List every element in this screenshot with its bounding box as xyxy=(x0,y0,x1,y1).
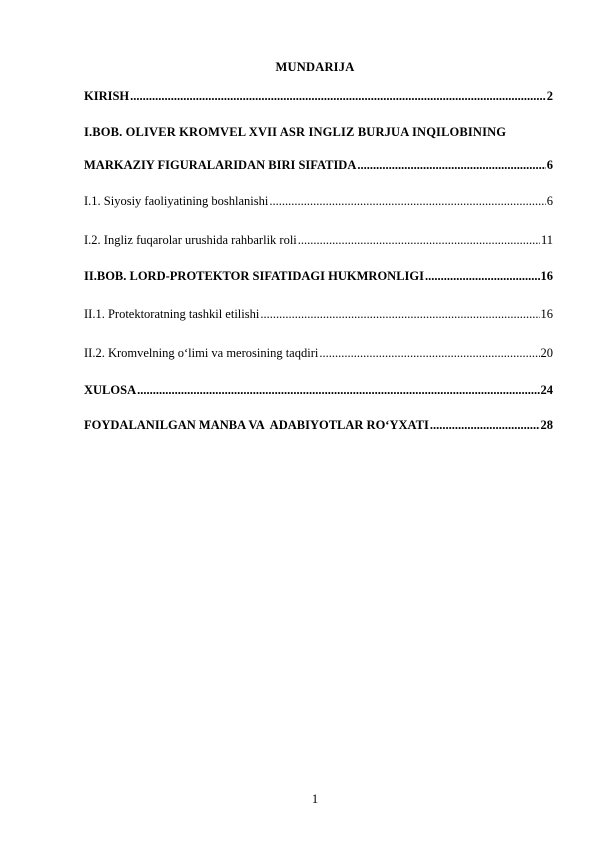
toc-dot-leader xyxy=(137,382,539,398)
toc-entry-label: KIRISH xyxy=(84,89,130,103)
toc-entry-section-1-2[interactable] xyxy=(84,232,553,248)
toc-entry-label: II.1. Protektoratning tashkil etilishi xyxy=(84,307,260,321)
toc-entry-page: 2 xyxy=(546,89,553,103)
toc-entry-section-2-1[interactable] xyxy=(84,306,553,322)
toc-entry-page: 6 xyxy=(546,158,553,172)
toc-dot-leader xyxy=(430,417,540,433)
document-title: MUNDARIJA xyxy=(275,60,355,74)
toc-entry-page: 16 xyxy=(540,307,553,321)
toc-entry-page: 24 xyxy=(540,383,553,397)
toc-dot-leader xyxy=(298,232,540,248)
toc-dot-leader xyxy=(260,306,539,322)
toc-entry-label: FOYDALANILGAN MANBA VA ADABIYOTLAR RO‘YXATI xyxy=(84,418,429,432)
toc-entry-chapter-1-line-1[interactable] xyxy=(84,124,553,140)
toc-entry-label: I.2. Ingliz fuqarolar urushida rahbarlik roli xyxy=(84,233,297,247)
toc-entry-label: MARKAZIY FIGURALARIDAN BIRI SIFATIDA xyxy=(84,158,357,172)
toc-entry-page: 6 xyxy=(546,194,553,208)
toc-entry-label: II.2. Kromvelning o‘limi va merosining taqdiri xyxy=(84,346,319,360)
toc-entry-page: 11 xyxy=(540,233,553,247)
toc-entry-page: 16 xyxy=(540,269,553,283)
toc-entry-chapter-2[interactable] xyxy=(84,268,553,284)
toc-entry-xulosa[interactable] xyxy=(84,382,553,398)
toc-entry-section-1-1[interactable] xyxy=(84,193,553,209)
toc-entry-page: 28 xyxy=(540,418,553,432)
toc-entry-chapter-1-line-2[interactable] xyxy=(84,157,553,173)
toc-dot-leader xyxy=(319,345,539,361)
toc-entry-references[interactable] xyxy=(84,417,553,433)
toc-entry-label: XULOSA xyxy=(84,383,137,397)
toc-dot-leader xyxy=(130,88,546,104)
toc-entry-label: I.1. Siyosiy faoliyatining boshlanishi xyxy=(84,194,269,208)
toc-entry-label: II.BOB. LORD-PROTEKTOR SIFATIDAGI HUKMRONLIGI xyxy=(84,269,424,283)
toc-dot-leader xyxy=(425,268,540,284)
toc-entry-kirish[interactable] xyxy=(84,88,553,104)
page-number: 1 xyxy=(311,792,319,806)
toc-dot-leader xyxy=(269,193,545,209)
toc-entry-section-2-2[interactable] xyxy=(84,345,553,361)
toc-entry-label: I.BOB. OLIVER KROMVEL XVII ASR INGLIZ BURJUA INQILOBINING xyxy=(84,125,507,139)
toc-entry-page: 20 xyxy=(540,346,553,360)
toc-dot-leader xyxy=(357,157,545,173)
